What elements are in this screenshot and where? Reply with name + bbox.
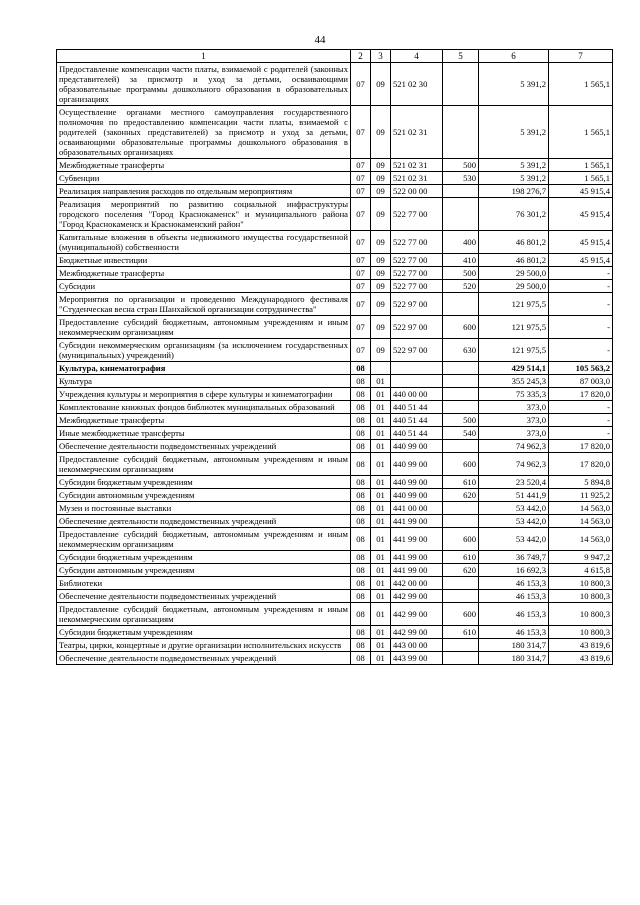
section-code-cell: 08 — [351, 375, 371, 388]
amount-col6-cell: 23 520,4 — [479, 476, 549, 489]
expense-type-cell — [443, 502, 479, 515]
section-code-cell: 08 — [351, 564, 371, 577]
amount-col6-cell: 46 801,2 — [479, 231, 549, 254]
expense-type-cell: 630 — [443, 339, 479, 362]
subsection-code-cell: 01 — [371, 453, 391, 476]
row-name-cell: Субсидии бюджетным учреждениям — [57, 551, 351, 564]
amount-col7-cell: 17 820,0 — [549, 388, 613, 401]
section-code-cell: 07 — [351, 293, 371, 316]
header-cell: 7 — [549, 50, 613, 63]
section-code-cell: 08 — [351, 414, 371, 427]
expense-type-cell: 600 — [443, 453, 479, 476]
amount-col6-cell: 16 692,3 — [479, 564, 549, 577]
subsection-code-cell: 09 — [371, 198, 391, 231]
amount-col6-cell: 5 391,2 — [479, 172, 549, 185]
amount-col7-cell: 1 565,1 — [549, 106, 613, 159]
table-row — [57, 590, 613, 603]
row-name-cell: Театры, цирки, концертные и другие организации исполнительских искусств — [57, 639, 351, 652]
table-row — [57, 515, 613, 528]
row-name-cell: Предоставление субсидий бюджетным, автономным учреждениям и иным некоммерческим организациям — [57, 603, 351, 626]
section-code-cell: 07 — [351, 231, 371, 254]
section-code-cell: 08 — [351, 639, 371, 652]
page-number: 44 — [314, 34, 326, 46]
section-code-cell: 08 — [351, 476, 371, 489]
row-name-cell: Межбюджетные трансферты — [57, 267, 351, 280]
section-code-cell: 07 — [351, 254, 371, 267]
target-article-cell: 521 02 31 — [391, 159, 443, 172]
amount-col6-cell: 53 442,0 — [479, 515, 549, 528]
subsection-code-cell: 01 — [371, 440, 391, 453]
subsection-code-cell: 01 — [371, 639, 391, 652]
amount-col7-cell: 5 894,8 — [549, 476, 613, 489]
amount-col7-cell: 43 819,6 — [549, 639, 613, 652]
subsection-code-cell: 09 — [371, 267, 391, 280]
section-code-cell: 07 — [351, 106, 371, 159]
target-article-cell: 522 97 00 — [391, 293, 443, 316]
amount-col7-cell: 45 915,4 — [549, 185, 613, 198]
table-row — [57, 440, 613, 453]
section-code-cell: 07 — [351, 63, 371, 106]
expense-type-cell: 410 — [443, 254, 479, 267]
amount-col7-cell: - — [549, 316, 613, 339]
amount-col6-cell: 76 301,2 — [479, 198, 549, 231]
section-code-cell: 07 — [351, 280, 371, 293]
amount-col6-cell: 29 500,0 — [479, 280, 549, 293]
expense-type-cell: 610 — [443, 476, 479, 489]
row-name-cell: Субсидии автономным учреждениям — [57, 489, 351, 502]
amount-col6-cell: 36 749,7 — [479, 551, 549, 564]
row-name-cell: Библиотеки — [57, 577, 351, 590]
row-name-cell: Мероприятия по организации и проведению Международного фестиваля "Студенческая весна стран Шанхайской организации сотрудничества" — [57, 293, 351, 316]
table-row — [57, 453, 613, 476]
header-cell: 3 — [371, 50, 391, 63]
amount-col7-cell: 11 925,2 — [549, 489, 613, 502]
target-article-cell: 522 77 00 — [391, 254, 443, 267]
subsection-code-cell: 09 — [371, 172, 391, 185]
target-article-cell: 442 00 00 — [391, 577, 443, 590]
amount-col7-cell: - — [549, 339, 613, 362]
expense-type-cell: 620 — [443, 564, 479, 577]
amount-col6-cell: 373,0 — [479, 401, 549, 414]
table-row — [57, 603, 613, 626]
row-name-cell: Субсидии автономным учреждениям — [57, 564, 351, 577]
row-name-cell: Обеспечение деятельности подведомственных учреждений — [57, 440, 351, 453]
row-name-cell: Музеи и постоянные выставки — [57, 502, 351, 515]
target-article-cell: 441 99 00 — [391, 564, 443, 577]
target-article-cell: 522 97 00 — [391, 339, 443, 362]
subsection-code-cell: 09 — [371, 231, 391, 254]
table-row — [57, 63, 613, 106]
amount-col7-cell: 87 003,0 — [549, 375, 613, 388]
section-code-cell: 07 — [351, 198, 371, 231]
table-row — [57, 159, 613, 172]
header-row — [57, 50, 613, 63]
table-row — [57, 254, 613, 267]
row-name-cell: Комплектование книжных фондов библиотек муниципальных образований — [57, 401, 351, 414]
expense-type-cell: 500 — [443, 267, 479, 280]
target-article-cell: 441 00 00 — [391, 502, 443, 515]
section-code-cell: 07 — [351, 316, 371, 339]
table-row — [57, 476, 613, 489]
section-code-cell: 07 — [351, 339, 371, 362]
table-row — [57, 280, 613, 293]
row-name-cell: Предоставление субсидий бюджетным, автономным учреждениям и иным некоммерческим организациям — [57, 528, 351, 551]
subsection-code-cell: 01 — [371, 551, 391, 564]
amount-col6-cell: 75 335,3 — [479, 388, 549, 401]
amount-col6-cell: 46 153,3 — [479, 603, 549, 626]
amount-col6-cell: 121 975,5 — [479, 293, 549, 316]
section-code-cell: 08 — [351, 577, 371, 590]
amount-col7-cell: 10 800,3 — [549, 603, 613, 626]
expense-type-cell: 520 — [443, 280, 479, 293]
section-code-cell: 08 — [351, 603, 371, 626]
row-name-cell: Субсидии некоммерческим организациям (за исключением государственных (муниципальных) учреждений) — [57, 339, 351, 362]
section-code-cell: 08 — [351, 528, 371, 551]
row-name-cell: Субсидии бюджетным учреждениям — [57, 476, 351, 489]
budget-table — [56, 49, 613, 665]
expense-type-cell — [443, 375, 479, 388]
section-code-cell: 08 — [351, 453, 371, 476]
section-code-cell: 08 — [351, 401, 371, 414]
row-name-cell: Культура, кинематография — [57, 362, 351, 375]
expense-type-cell: 600 — [443, 316, 479, 339]
amount-col6-cell: 5 391,2 — [479, 106, 549, 159]
amount-col7-cell: 4 615,8 — [549, 564, 613, 577]
table-row — [57, 339, 613, 362]
amount-col6-cell: 198 276,7 — [479, 185, 549, 198]
expense-type-cell — [443, 293, 479, 316]
table-row — [57, 652, 613, 665]
amount-col6-cell: 5 391,2 — [479, 159, 549, 172]
amount-col6-cell: 5 391,2 — [479, 63, 549, 106]
table-row — [57, 267, 613, 280]
table-row — [57, 401, 613, 414]
row-name-cell: Капитальные вложения в объекты недвижимого имущества государственной (муниципальной) собственности — [57, 231, 351, 254]
target-article-cell: 443 00 00 — [391, 639, 443, 652]
amount-col6-cell: 429 514,1 — [479, 362, 549, 375]
subsection-code-cell: 01 — [371, 476, 391, 489]
target-article-cell: 522 77 00 — [391, 198, 443, 231]
amount-col6-cell: 53 442,0 — [479, 502, 549, 515]
section-code-cell: 08 — [351, 652, 371, 665]
target-article-cell: 522 97 00 — [391, 316, 443, 339]
target-article-cell: 522 77 00 — [391, 267, 443, 280]
expense-type-cell: 600 — [443, 528, 479, 551]
target-article-cell: 442 99 00 — [391, 590, 443, 603]
table-row — [57, 564, 613, 577]
subsection-code-cell: 01 — [371, 515, 391, 528]
amount-col6-cell: 373,0 — [479, 427, 549, 440]
section-code-cell: 07 — [351, 267, 371, 280]
amount-col6-cell: 46 153,3 — [479, 577, 549, 590]
header-cell: 2 — [351, 50, 371, 63]
amount-col7-cell: 1 565,1 — [549, 63, 613, 106]
amount-col7-cell: 105 563,2 — [549, 362, 613, 375]
amount-col6-cell: 53 442,0 — [479, 528, 549, 551]
amount-col6-cell: 121 975,5 — [479, 339, 549, 362]
row-name-cell: Межбюджетные трансферты — [57, 159, 351, 172]
section-code-cell: 08 — [351, 489, 371, 502]
row-name-cell: Иные межбюджетные трансферты — [57, 427, 351, 440]
subsection-code-cell: 01 — [371, 489, 391, 502]
expense-type-cell — [443, 63, 479, 106]
section-code-cell: 07 — [351, 185, 371, 198]
expense-type-cell: 610 — [443, 551, 479, 564]
section-code-cell: 08 — [351, 626, 371, 639]
table-row — [57, 489, 613, 502]
amount-col7-cell: - — [549, 293, 613, 316]
amount-col7-cell: 1 565,1 — [549, 159, 613, 172]
target-article-cell: 521 02 31 — [391, 172, 443, 185]
table-row — [57, 577, 613, 590]
target-article-cell: 440 00 00 — [391, 388, 443, 401]
amount-col7-cell: - — [549, 401, 613, 414]
amount-col6-cell: 46 153,3 — [479, 590, 549, 603]
amount-col7-cell: 17 820,0 — [549, 453, 613, 476]
target-article-cell: 440 99 00 — [391, 440, 443, 453]
target-article-cell: 441 99 00 — [391, 551, 443, 564]
table-row — [57, 414, 613, 427]
subsection-code-cell — [371, 362, 391, 375]
section-code-cell: 08 — [351, 440, 371, 453]
amount-col7-cell: 45 915,4 — [549, 231, 613, 254]
amount-col6-cell: 74 962,3 — [479, 440, 549, 453]
target-article-cell: 522 00 00 — [391, 185, 443, 198]
header-cell: 6 — [479, 50, 549, 63]
section-code-cell: 08 — [351, 502, 371, 515]
row-name-cell: Бюджетные инвестиции — [57, 254, 351, 267]
table-row — [57, 185, 613, 198]
header-cell: 1 — [57, 50, 351, 63]
row-name-cell: Субсидии — [57, 280, 351, 293]
expense-type-cell — [443, 388, 479, 401]
section-code-cell: 08 — [351, 427, 371, 440]
amount-col6-cell: 29 500,0 — [479, 267, 549, 280]
subsection-code-cell: 09 — [371, 63, 391, 106]
expense-type-cell: 620 — [443, 489, 479, 502]
amount-col6-cell: 51 441,9 — [479, 489, 549, 502]
target-article-cell: 522 77 00 — [391, 280, 443, 293]
subsection-code-cell: 01 — [371, 652, 391, 665]
subsection-code-cell: 01 — [371, 502, 391, 515]
subsection-code-cell: 09 — [371, 159, 391, 172]
expense-type-cell: 500 — [443, 159, 479, 172]
row-name-cell: Субсидии бюджетным учреждениям — [57, 626, 351, 639]
target-article-cell: 522 77 00 — [391, 231, 443, 254]
expense-type-cell: 610 — [443, 626, 479, 639]
target-article-cell: 440 51 44 — [391, 414, 443, 427]
subsection-code-cell: 01 — [371, 375, 391, 388]
row-name-cell: Учреждения культуры и мероприятия в сфере культуры и кинематографии — [57, 388, 351, 401]
target-article-cell — [391, 375, 443, 388]
subsection-code-cell: 01 — [371, 388, 391, 401]
section-code-cell: 08 — [351, 362, 371, 375]
target-article-cell: 440 99 00 — [391, 476, 443, 489]
target-article-cell: 441 99 00 — [391, 528, 443, 551]
subsection-code-cell: 01 — [371, 528, 391, 551]
target-article-cell: 440 51 44 — [391, 427, 443, 440]
section-code-cell: 08 — [351, 551, 371, 564]
header-cell: 5 — [443, 50, 479, 63]
amount-col7-cell: 14 563,0 — [549, 528, 613, 551]
table-row — [57, 172, 613, 185]
amount-col7-cell: - — [549, 414, 613, 427]
header-cell: 4 — [391, 50, 443, 63]
expense-type-cell: 600 — [443, 603, 479, 626]
row-name-cell: Предоставление субсидий бюджетным, автономным учреждениям и иным некоммерческим организациям — [57, 453, 351, 476]
amount-col7-cell: 10 800,3 — [549, 626, 613, 639]
target-article-cell: 521 02 30 — [391, 63, 443, 106]
expense-type-cell: 400 — [443, 231, 479, 254]
amount-col7-cell: 9 947,2 — [549, 551, 613, 564]
amount-col7-cell: 17 820,0 — [549, 440, 613, 453]
subsection-code-cell: 09 — [371, 293, 391, 316]
expense-type-cell — [443, 515, 479, 528]
amount-col7-cell: 14 563,0 — [549, 515, 613, 528]
amount-col6-cell: 355 245,3 — [479, 375, 549, 388]
expense-type-cell — [443, 362, 479, 375]
amount-col6-cell: 373,0 — [479, 414, 549, 427]
row-name-cell: Культура — [57, 375, 351, 388]
target-article-cell: 440 51 44 — [391, 401, 443, 414]
table-row — [57, 427, 613, 440]
amount-col7-cell: 14 563,0 — [549, 502, 613, 515]
subsection-code-cell: 09 — [371, 254, 391, 267]
row-name-cell: Реализация мероприятий по развитию социальной инфраструктуры городского поселения "Город Краснокаменск" и муниципального района "Город Краснокаменск и Краснокаменский район" — [57, 198, 351, 231]
budget-table-body — [57, 50, 613, 665]
subsection-code-cell: 01 — [371, 401, 391, 414]
subsection-code-cell: 01 — [371, 626, 391, 639]
subsection-code-cell: 01 — [371, 414, 391, 427]
table-row — [57, 316, 613, 339]
target-article-cell — [391, 362, 443, 375]
subsection-code-cell: 09 — [371, 185, 391, 198]
amount-col7-cell: - — [549, 427, 613, 440]
expense-type-cell — [443, 198, 479, 231]
row-name-cell: Межбюджетные трансферты — [57, 414, 351, 427]
expense-type-cell — [443, 577, 479, 590]
amount-col6-cell: 74 962,3 — [479, 453, 549, 476]
subsection-code-cell: 01 — [371, 603, 391, 626]
amount-col7-cell: - — [549, 280, 613, 293]
section-code-cell: 08 — [351, 515, 371, 528]
amount-col7-cell: 10 800,3 — [549, 577, 613, 590]
table-row — [57, 502, 613, 515]
amount-col6-cell: 180 314,7 — [479, 639, 549, 652]
table-row — [57, 639, 613, 652]
table-row — [57, 375, 613, 388]
target-article-cell: 440 99 00 — [391, 453, 443, 476]
amount-col7-cell: 45 915,4 — [549, 198, 613, 231]
table-row — [57, 362, 613, 375]
row-name-cell: Обеспечение деятельности подведомственных учреждений — [57, 515, 351, 528]
expense-type-cell — [443, 185, 479, 198]
expense-type-cell: 500 — [443, 414, 479, 427]
row-name-cell: Предоставление субсидий бюджетным, автономным учреждениям и иным некоммерческим организациям — [57, 316, 351, 339]
subsection-code-cell: 09 — [371, 106, 391, 159]
row-name-cell: Обеспечение деятельности подведомственных учреждений — [57, 652, 351, 665]
table-row — [57, 626, 613, 639]
expense-type-cell: 540 — [443, 427, 479, 440]
table-row — [57, 198, 613, 231]
row-name-cell: Реализация направления расходов по отдельным мероприятиям — [57, 185, 351, 198]
target-article-cell: 441 99 00 — [391, 515, 443, 528]
expense-type-cell — [443, 590, 479, 603]
row-name-cell: Обеспечение деятельности подведомственных учреждений — [57, 590, 351, 603]
expense-type-cell — [443, 652, 479, 665]
expense-type-cell — [443, 106, 479, 159]
section-code-cell: 07 — [351, 159, 371, 172]
row-name-cell: Предоставление компенсации части платы, взимаемой с родителей (законных представителей) за присмотр и уход за детьми, осваивающими образовательные программы дошкольного образования в образовательных организациях — [57, 63, 351, 106]
subsection-code-cell: 09 — [371, 316, 391, 339]
section-code-cell: 07 — [351, 172, 371, 185]
subsection-code-cell: 01 — [371, 564, 391, 577]
amount-col7-cell: 10 800,3 — [549, 590, 613, 603]
table-row — [57, 528, 613, 551]
row-name-cell: Субвенции — [57, 172, 351, 185]
expense-type-cell: 530 — [443, 172, 479, 185]
table-row — [57, 388, 613, 401]
subsection-code-cell: 09 — [371, 339, 391, 362]
expense-type-cell — [443, 639, 479, 652]
subsection-code-cell: 01 — [371, 427, 391, 440]
amount-col6-cell: 121 975,5 — [479, 316, 549, 339]
amount-col7-cell: 43 819,6 — [549, 652, 613, 665]
amount-col6-cell: 46 801,2 — [479, 254, 549, 267]
expense-type-cell — [443, 401, 479, 414]
subsection-code-cell: 01 — [371, 577, 391, 590]
row-name-cell: Осуществление органами местного самоуправления государственного полномочия по предоставлению компенсации части платы, взимаемой с родителей (законных представителей) за присмотр и уход за детьми, осваивающими образовательные программы дошкольного образования в образовательных организациях — [57, 106, 351, 159]
target-article-cell: 440 99 00 — [391, 489, 443, 502]
table-row — [57, 106, 613, 159]
target-article-cell: 521 02 31 — [391, 106, 443, 159]
table-row — [57, 231, 613, 254]
amount-col7-cell: 45 915,4 — [549, 254, 613, 267]
target-article-cell: 442 99 00 — [391, 626, 443, 639]
amount-col7-cell: 1 565,1 — [549, 172, 613, 185]
table-row — [57, 551, 613, 564]
target-article-cell: 443 99 00 — [391, 652, 443, 665]
amount-col7-cell: - — [549, 267, 613, 280]
subsection-code-cell: 01 — [371, 590, 391, 603]
amount-col6-cell: 46 153,3 — [479, 626, 549, 639]
section-code-cell: 08 — [351, 388, 371, 401]
target-article-cell: 442 99 00 — [391, 603, 443, 626]
amount-col6-cell: 180 314,7 — [479, 652, 549, 665]
subsection-code-cell: 09 — [371, 280, 391, 293]
section-code-cell: 08 — [351, 590, 371, 603]
expense-type-cell — [443, 440, 479, 453]
table-row — [57, 293, 613, 316]
